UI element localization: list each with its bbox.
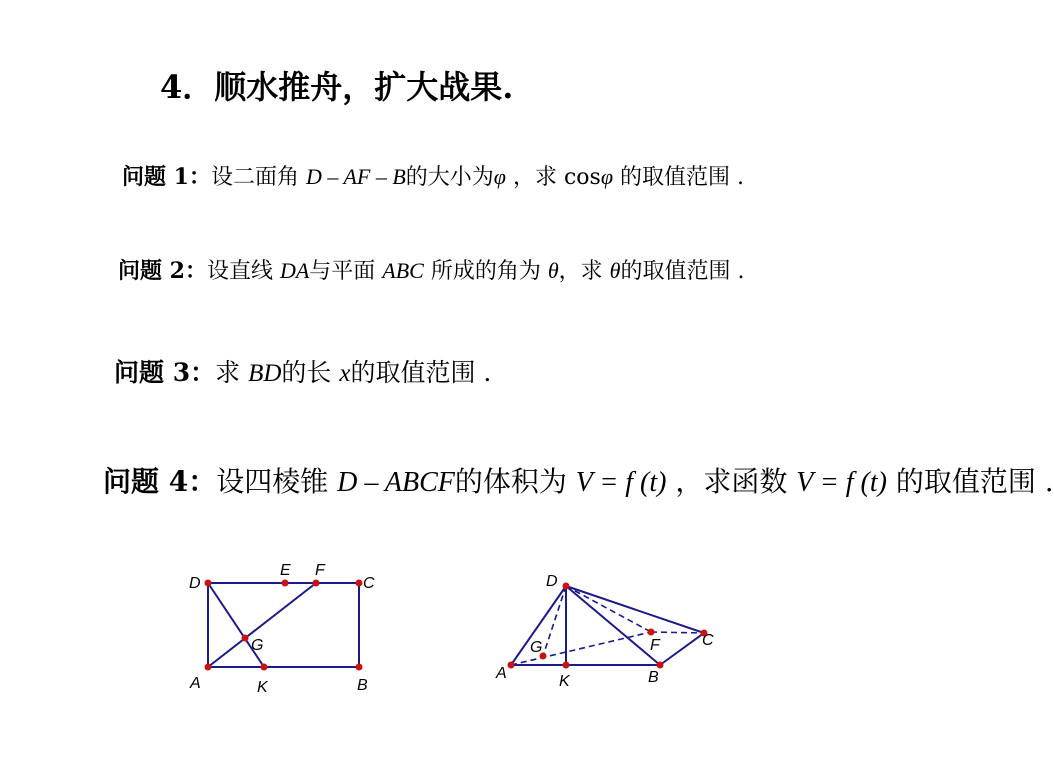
question-1-math: φ bbox=[600, 164, 613, 189]
point-e bbox=[282, 580, 289, 587]
question-2-math: θ bbox=[547, 258, 559, 283]
question-3-math: x bbox=[339, 360, 351, 387]
question-4-text: 设四棱锥 bbox=[216, 465, 338, 498]
question-4-math: V = f (t) bbox=[796, 467, 887, 498]
question-2-math: DA bbox=[279, 258, 310, 283]
point-g bbox=[242, 635, 249, 642]
point-b bbox=[356, 664, 363, 671]
question-1-math: φ bbox=[493, 164, 506, 189]
figure-rectangle bbox=[180, 560, 400, 700]
question-2-math: ABC bbox=[382, 258, 424, 283]
question-4-text: 的体积为 bbox=[454, 465, 576, 498]
question-3 bbox=[114, 353, 491, 389]
edge-bc bbox=[660, 633, 704, 665]
dashed-fc bbox=[651, 632, 704, 633]
point-b bbox=[657, 662, 664, 669]
label-c: C bbox=[363, 575, 375, 592]
question-4-text: 的取值范围 . bbox=[886, 465, 1054, 498]
question-1-label: 问题 1： bbox=[122, 164, 211, 190]
question-3-text: 求 bbox=[215, 358, 249, 387]
question-2 bbox=[118, 254, 744, 285]
label-a: A bbox=[190, 675, 201, 692]
point-d bbox=[563, 583, 570, 590]
label-k: K bbox=[257, 679, 268, 696]
slide-title: 4．顺水推舟，扩大战果. bbox=[160, 68, 514, 106]
question-3-label: 问题 3： bbox=[114, 358, 216, 387]
point-c bbox=[356, 580, 363, 587]
question-2-text: 与平面 bbox=[309, 259, 383, 284]
rectangle-abcd bbox=[208, 583, 359, 667]
question-2-math: θ bbox=[609, 258, 621, 283]
question-3-text: 的取值范围 . bbox=[350, 358, 492, 387]
edge-db bbox=[566, 586, 660, 665]
question-2-label: 问题 2： bbox=[118, 258, 207, 284]
point-f bbox=[313, 580, 320, 587]
label-f: F bbox=[650, 637, 660, 654]
label-d: D bbox=[546, 573, 558, 590]
point-k bbox=[563, 662, 570, 669]
question-1 bbox=[122, 160, 744, 191]
label-b: B bbox=[648, 669, 659, 686]
point-f bbox=[648, 629, 655, 636]
question-2-text: 的取值范围 . bbox=[620, 259, 745, 284]
question-2-text: 所成的角为 bbox=[423, 259, 548, 284]
label-b: B bbox=[357, 677, 368, 694]
question-1-text: 的取值范围 . bbox=[612, 165, 744, 190]
question-1-text: 设二面角 bbox=[210, 165, 306, 190]
point-k bbox=[261, 664, 268, 671]
question-3-text: 的长 bbox=[281, 358, 340, 387]
question-3-math: BD bbox=[248, 360, 282, 387]
question-1-text: 的大小为 bbox=[405, 165, 494, 190]
question-4-math: D – ABCF bbox=[337, 467, 455, 498]
label-d: D bbox=[189, 575, 201, 592]
edge-dc bbox=[566, 586, 704, 633]
label-e: E bbox=[280, 562, 291, 579]
figure-pyramid bbox=[490, 565, 730, 695]
segment-af bbox=[208, 583, 316, 667]
label-f: F bbox=[315, 562, 325, 579]
question-4-label: 问题 4： bbox=[103, 465, 217, 498]
label-k: K bbox=[559, 673, 570, 690]
question-1-text: ，求 cos bbox=[505, 165, 601, 190]
point-a bbox=[205, 664, 212, 671]
question-4 bbox=[103, 460, 1054, 500]
question-2-text: ，求 bbox=[558, 259, 610, 284]
point-d bbox=[205, 580, 212, 587]
dashed-dg bbox=[543, 586, 566, 656]
question-4-text: ，求函数 bbox=[666, 465, 797, 498]
dashed-df bbox=[566, 586, 651, 632]
segment-dk bbox=[208, 583, 264, 667]
question-1-math: D – AF – B bbox=[305, 164, 406, 189]
label-a: A bbox=[496, 665, 507, 682]
question-4-math: V = f (t) bbox=[575, 467, 667, 498]
label-c: C bbox=[702, 632, 714, 649]
label-g: G bbox=[530, 639, 543, 656]
point-a bbox=[508, 662, 515, 669]
label-g: G bbox=[251, 637, 264, 654]
question-2-text: 设直线 bbox=[206, 259, 280, 284]
